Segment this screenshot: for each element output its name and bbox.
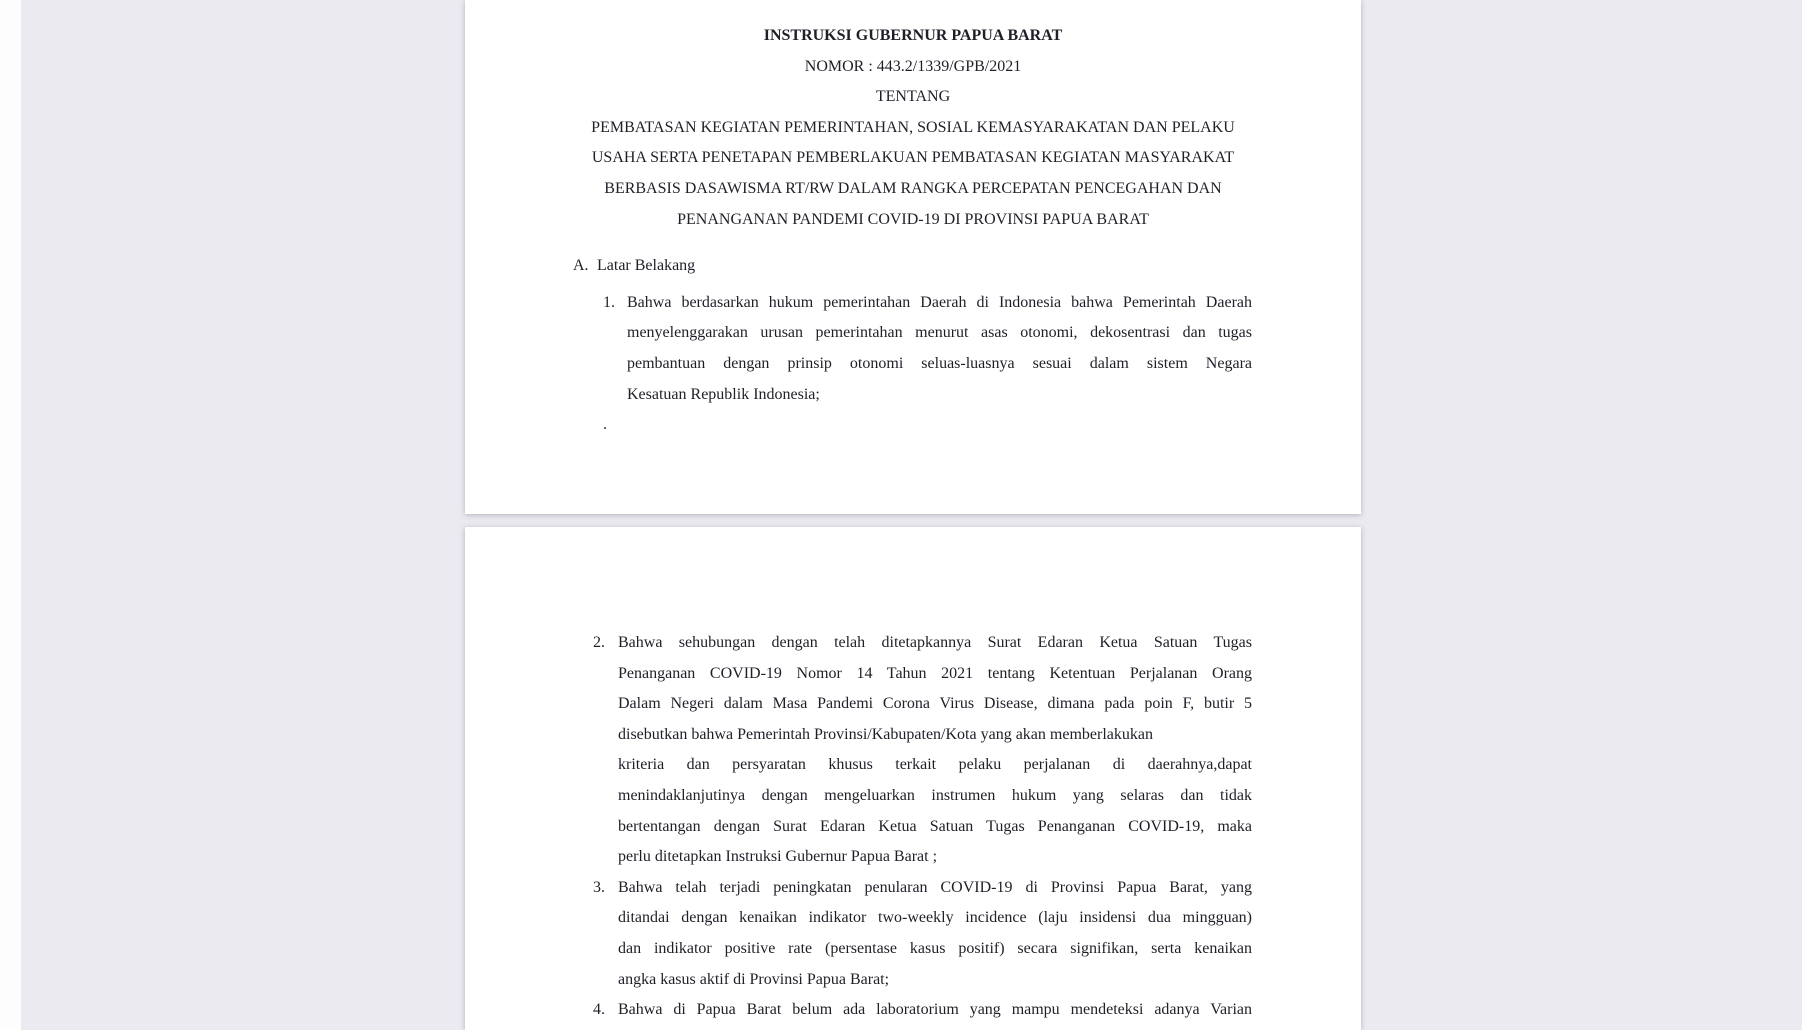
list-item-text bbox=[618, 873, 1252, 995]
text-line: Kesatuan Republik Indonesia; bbox=[627, 385, 820, 403]
text-line: angka kasus aktif di Provinsi Papua Barat; bbox=[618, 970, 890, 988]
list-item-text bbox=[618, 995, 1252, 1026]
text-line: disebutkan bahwa Pemerintah Provinsi/Kabupaten/Kota yang akan memberlakukan bbox=[618, 725, 1153, 743]
document-page-2 bbox=[465, 527, 1361, 1030]
text-line: Penanganan COVID-19 Nomor 14 Tahun 2021 tentang Ketentuan Perjalanan Orang bbox=[618, 664, 1252, 682]
text-line: bertentangan dengan Surat Edaran Ketua Satuan Tugas Penanganan COVID-19, maka bbox=[618, 817, 1252, 835]
text-line: Bahwa berdasarkan hukum pemerintahan Daerah di Indonesia bahwa Pemerintah Daerah bbox=[627, 293, 1252, 311]
list-item-1 bbox=[465, 288, 1361, 410]
text-line: perlu ditetapkan Instruksi Gubernur Papua Barat ; bbox=[618, 848, 938, 866]
document-heading bbox=[465, 0, 1361, 235]
subject-line: PENANGANAN PANDEMI COVID-19 DI PROVINSI PAPUA BARAT bbox=[677, 210, 1149, 228]
section-title: Latar Belakang bbox=[597, 257, 696, 275]
text-line: menyelenggarakan urusan pemerintahan menurut asas otonomi, dekosentrasi dan tugas bbox=[627, 324, 1252, 342]
list-item-number: 3. bbox=[593, 878, 605, 896]
list-item-number: 1. bbox=[603, 293, 615, 311]
text-line: pembantuan dengan prinsip otonomi seluas-luasnya sesuai dalam sistem Negara bbox=[627, 354, 1252, 372]
text-line: kriteria dan persyaratan khusus terkait pelaku perjalanan di daerahnya,dapat bbox=[618, 756, 1252, 774]
list-item-3 bbox=[465, 873, 1361, 995]
text-line: dan indikator positive rate (persentase kasus positif) secara signifikan, serta kenaikan bbox=[618, 939, 1252, 957]
stray-dot: . bbox=[603, 416, 607, 434]
list-item-text bbox=[627, 288, 1252, 410]
text-line: Bahwa sehubungan dengan telah ditetapkannya Surat Edaran Ketua Satuan Tugas bbox=[618, 634, 1252, 651]
page-2-content bbox=[465, 527, 1361, 1026]
list-item-text bbox=[618, 628, 1252, 873]
text-line: menindaklanjutinya dengan mengeluarkan instrumen hukum yang selaras dan tidak bbox=[618, 786, 1252, 804]
text-line: ditandai dengan kenaikan indikator two-weekly incidence (laju insidensi dua mingguan) bbox=[618, 909, 1252, 927]
list-item-number: 2. bbox=[593, 634, 605, 651]
document-title: INSTRUKSI GUBERNUR PAPUA BARAT bbox=[763, 27, 1063, 44]
section-heading bbox=[465, 251, 1361, 282]
text-line: Bahwa di Papua Barat belum ada laboratorium yang mampu mendeteksi adanya Varian bbox=[618, 1001, 1252, 1019]
subject-line: PEMBATASAN KEGIATAN PEMERINTAHAN, SOSIAL KEMASYARAKATAN DAN PELAKU bbox=[591, 118, 1235, 136]
document-number: NOMOR : 443.2/1339/GPB/2021 bbox=[804, 57, 1022, 75]
list-item-4 bbox=[465, 995, 1361, 1026]
list-item-number: 4. bbox=[593, 1001, 605, 1019]
about-label: TENTANG bbox=[875, 88, 951, 106]
left-panel-edge bbox=[0, 0, 21, 1030]
subject-line: BERBASIS DASAWISMA RT/RW DALAM RANGKA PERCEPATAN PENCEGAHAN DAN bbox=[604, 179, 1222, 197]
text-line: Dalam Negeri dalam Masa Pandemi Corona Virus Disease, dimana pada poin F, butir 5 bbox=[618, 695, 1252, 713]
text-line: Bahwa telah terjadi peningkatan penularan COVID-19 di Provinsi Papua Barat, yang bbox=[618, 878, 1252, 896]
document-page-1 bbox=[465, 0, 1361, 514]
section-label: A. bbox=[573, 257, 589, 275]
list-item-2 bbox=[465, 628, 1361, 873]
subject-line: USAHA SERTA PENETAPAN PEMBERLAKUAN PEMBATASAN KEGIATAN MASYARAKAT bbox=[591, 149, 1235, 167]
